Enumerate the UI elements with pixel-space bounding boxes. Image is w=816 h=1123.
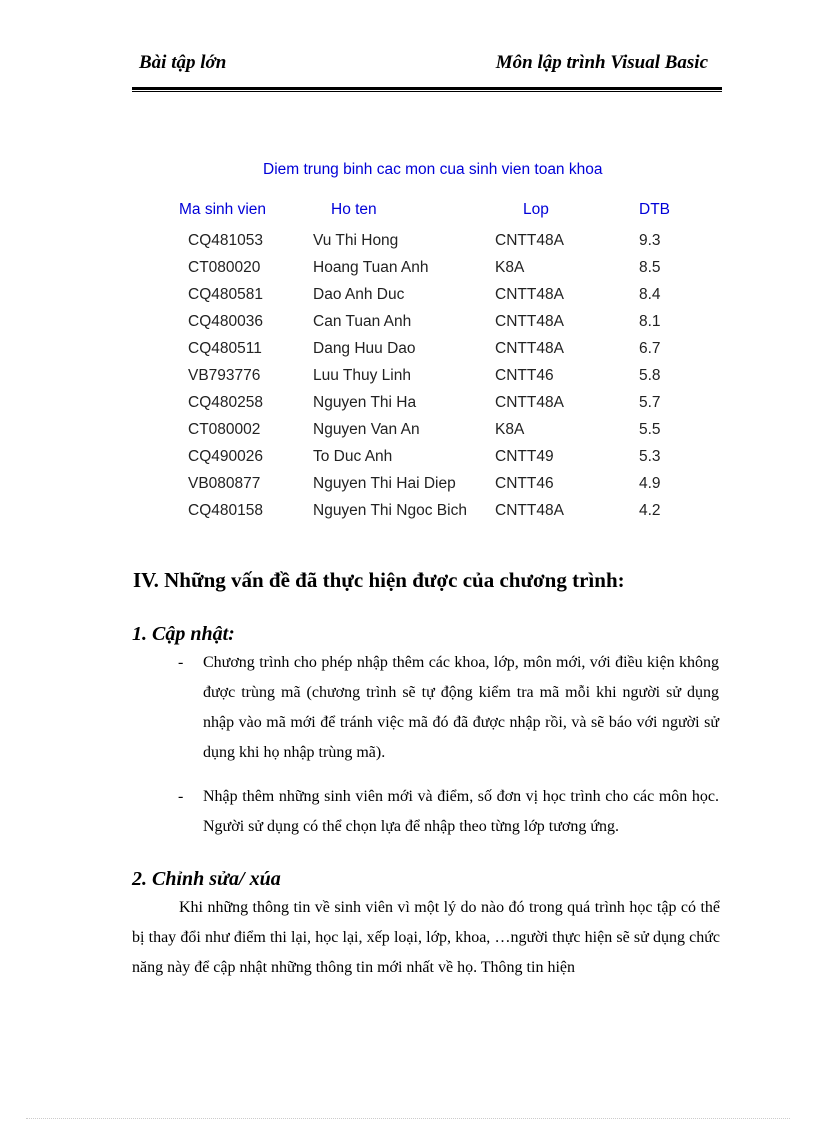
cell-class: CNTT48A [495,286,564,303]
report-title: Diem trung binh cac mon cua sinh vien toan khoa [263,161,603,178]
table-row [0,313,816,340]
cell-gpa: 5.8 [639,367,661,384]
section-heading: IV. Những vấn đề đã thực hiện được của chương trình: [133,568,625,592]
header-right-title: Môn lập trình Visual Basic [495,52,708,73]
cell-gpa: 4.2 [639,502,661,519]
cell-class: CNTT46 [495,475,554,492]
cell-name: Nguyen Van An [313,421,420,438]
table-row [0,286,816,313]
column-header-student-id: Ma sinh vien [179,201,267,218]
cell-student-id: VB793776 [188,367,261,384]
cell-name: Vu Thi Hong [313,232,399,249]
cell-class: CNTT48A [495,502,564,519]
cell-name: Nguyen Thi Hai Diep [313,475,456,492]
column-header-class: Lop [523,201,549,218]
cell-gpa: 6.7 [639,340,661,357]
table-row [0,367,816,394]
cell-gpa: 8.1 [639,313,661,330]
table-row [0,421,816,448]
cell-student-id: VB080877 [188,475,261,492]
column-header-name: Ho ten [331,201,377,218]
footer-rule [26,1118,790,1119]
cell-student-id: CQ481053 [188,232,263,249]
cell-class: CNTT49 [495,448,554,465]
header-left-title: Bài tập lớn [139,52,227,73]
cell-name: Dao Anh Duc [313,286,405,303]
cell-class: CNTT48A [495,394,564,411]
subsection-edit-title: 2. Chỉnh sửa/ xúa [132,868,281,890]
cell-gpa: 8.4 [639,286,661,303]
bullet-text: Nhập thêm những sinh viên mới và điểm, số đơn vị học trình cho các môn học. Người sử dụng có thể chọn lựa để nhập theo từng lớp tương ứng. [203,788,719,835]
column-header-gpa: DTB [639,201,670,218]
cell-gpa: 8.5 [639,259,661,276]
cell-gpa: 4.9 [639,475,661,492]
edit-paragraph: Khi những thông tin về sinh viên vì một lý do nào đó trong quá trình học tập có thể bị thay đổi như điểm thi lại, học lại, xếp loại, lớp, khoa, …người thực hiện sẽ sử dụng chức năng này để cập nhật những thông tin mới nhất về họ. Thông tin hiện [132,899,720,976]
bullet-mark: - [178,654,184,671]
cell-student-id: CQ480511 [188,340,262,357]
header-rule [132,87,722,92]
cell-gpa: 9.3 [639,232,661,249]
subsection-update-title: 1. Cập nhật: [132,623,235,645]
cell-student-id: CQ480258 [188,394,263,411]
cell-class: K8A [495,421,525,438]
cell-name: Dang Huu Dao [313,340,416,357]
cell-class: CNTT48A [495,313,564,330]
table-row [0,448,816,475]
table-row [0,502,816,529]
cell-gpa: 5.5 [639,421,661,438]
table-row [0,475,816,502]
cell-name: Can Tuan Anh [313,313,412,330]
cell-student-id: CQ490026 [188,448,263,465]
table-row [0,232,816,259]
cell-student-id: CT080020 [188,259,261,276]
cell-class: CNTT46 [495,367,554,384]
report-table [0,232,816,529]
bullet-mark: - [178,788,184,805]
cell-name: Nguyen Thi Ngoc Bich [313,502,467,519]
cell-gpa: 5.3 [639,448,661,465]
bullet-text: Chương trình cho phép nhập thêm các khoa, lớp, môn mới, với điều kiện không được trùng mã (chương trình sẽ tự động kiểm tra mã mỗi khi người sử dụng nhập vào mã mới để tránh việc mã đó đã được nhập rồi, và sẽ báo với người sử dụng khi họ nhập trùng mã). [203,654,719,761]
cell-name: Luu Thuy Linh [313,367,411,384]
table-row [0,340,816,367]
cell-student-id: CQ480036 [188,313,263,330]
cell-student-id: CT080002 [188,421,261,438]
table-row [0,259,816,286]
cell-name: Hoang Tuan Anh [313,259,429,276]
cell-class: K8A [495,259,525,276]
cell-gpa: 5.7 [639,394,661,411]
cell-name: To Duc Anh [313,448,393,465]
cell-name: Nguyen Thi Ha [313,394,417,411]
cell-student-id: CQ480581 [188,286,263,303]
cell-class: CNTT48A [495,340,564,357]
table-row [0,394,816,421]
cell-student-id: CQ480158 [188,502,263,519]
cell-class: CNTT48A [495,232,564,249]
